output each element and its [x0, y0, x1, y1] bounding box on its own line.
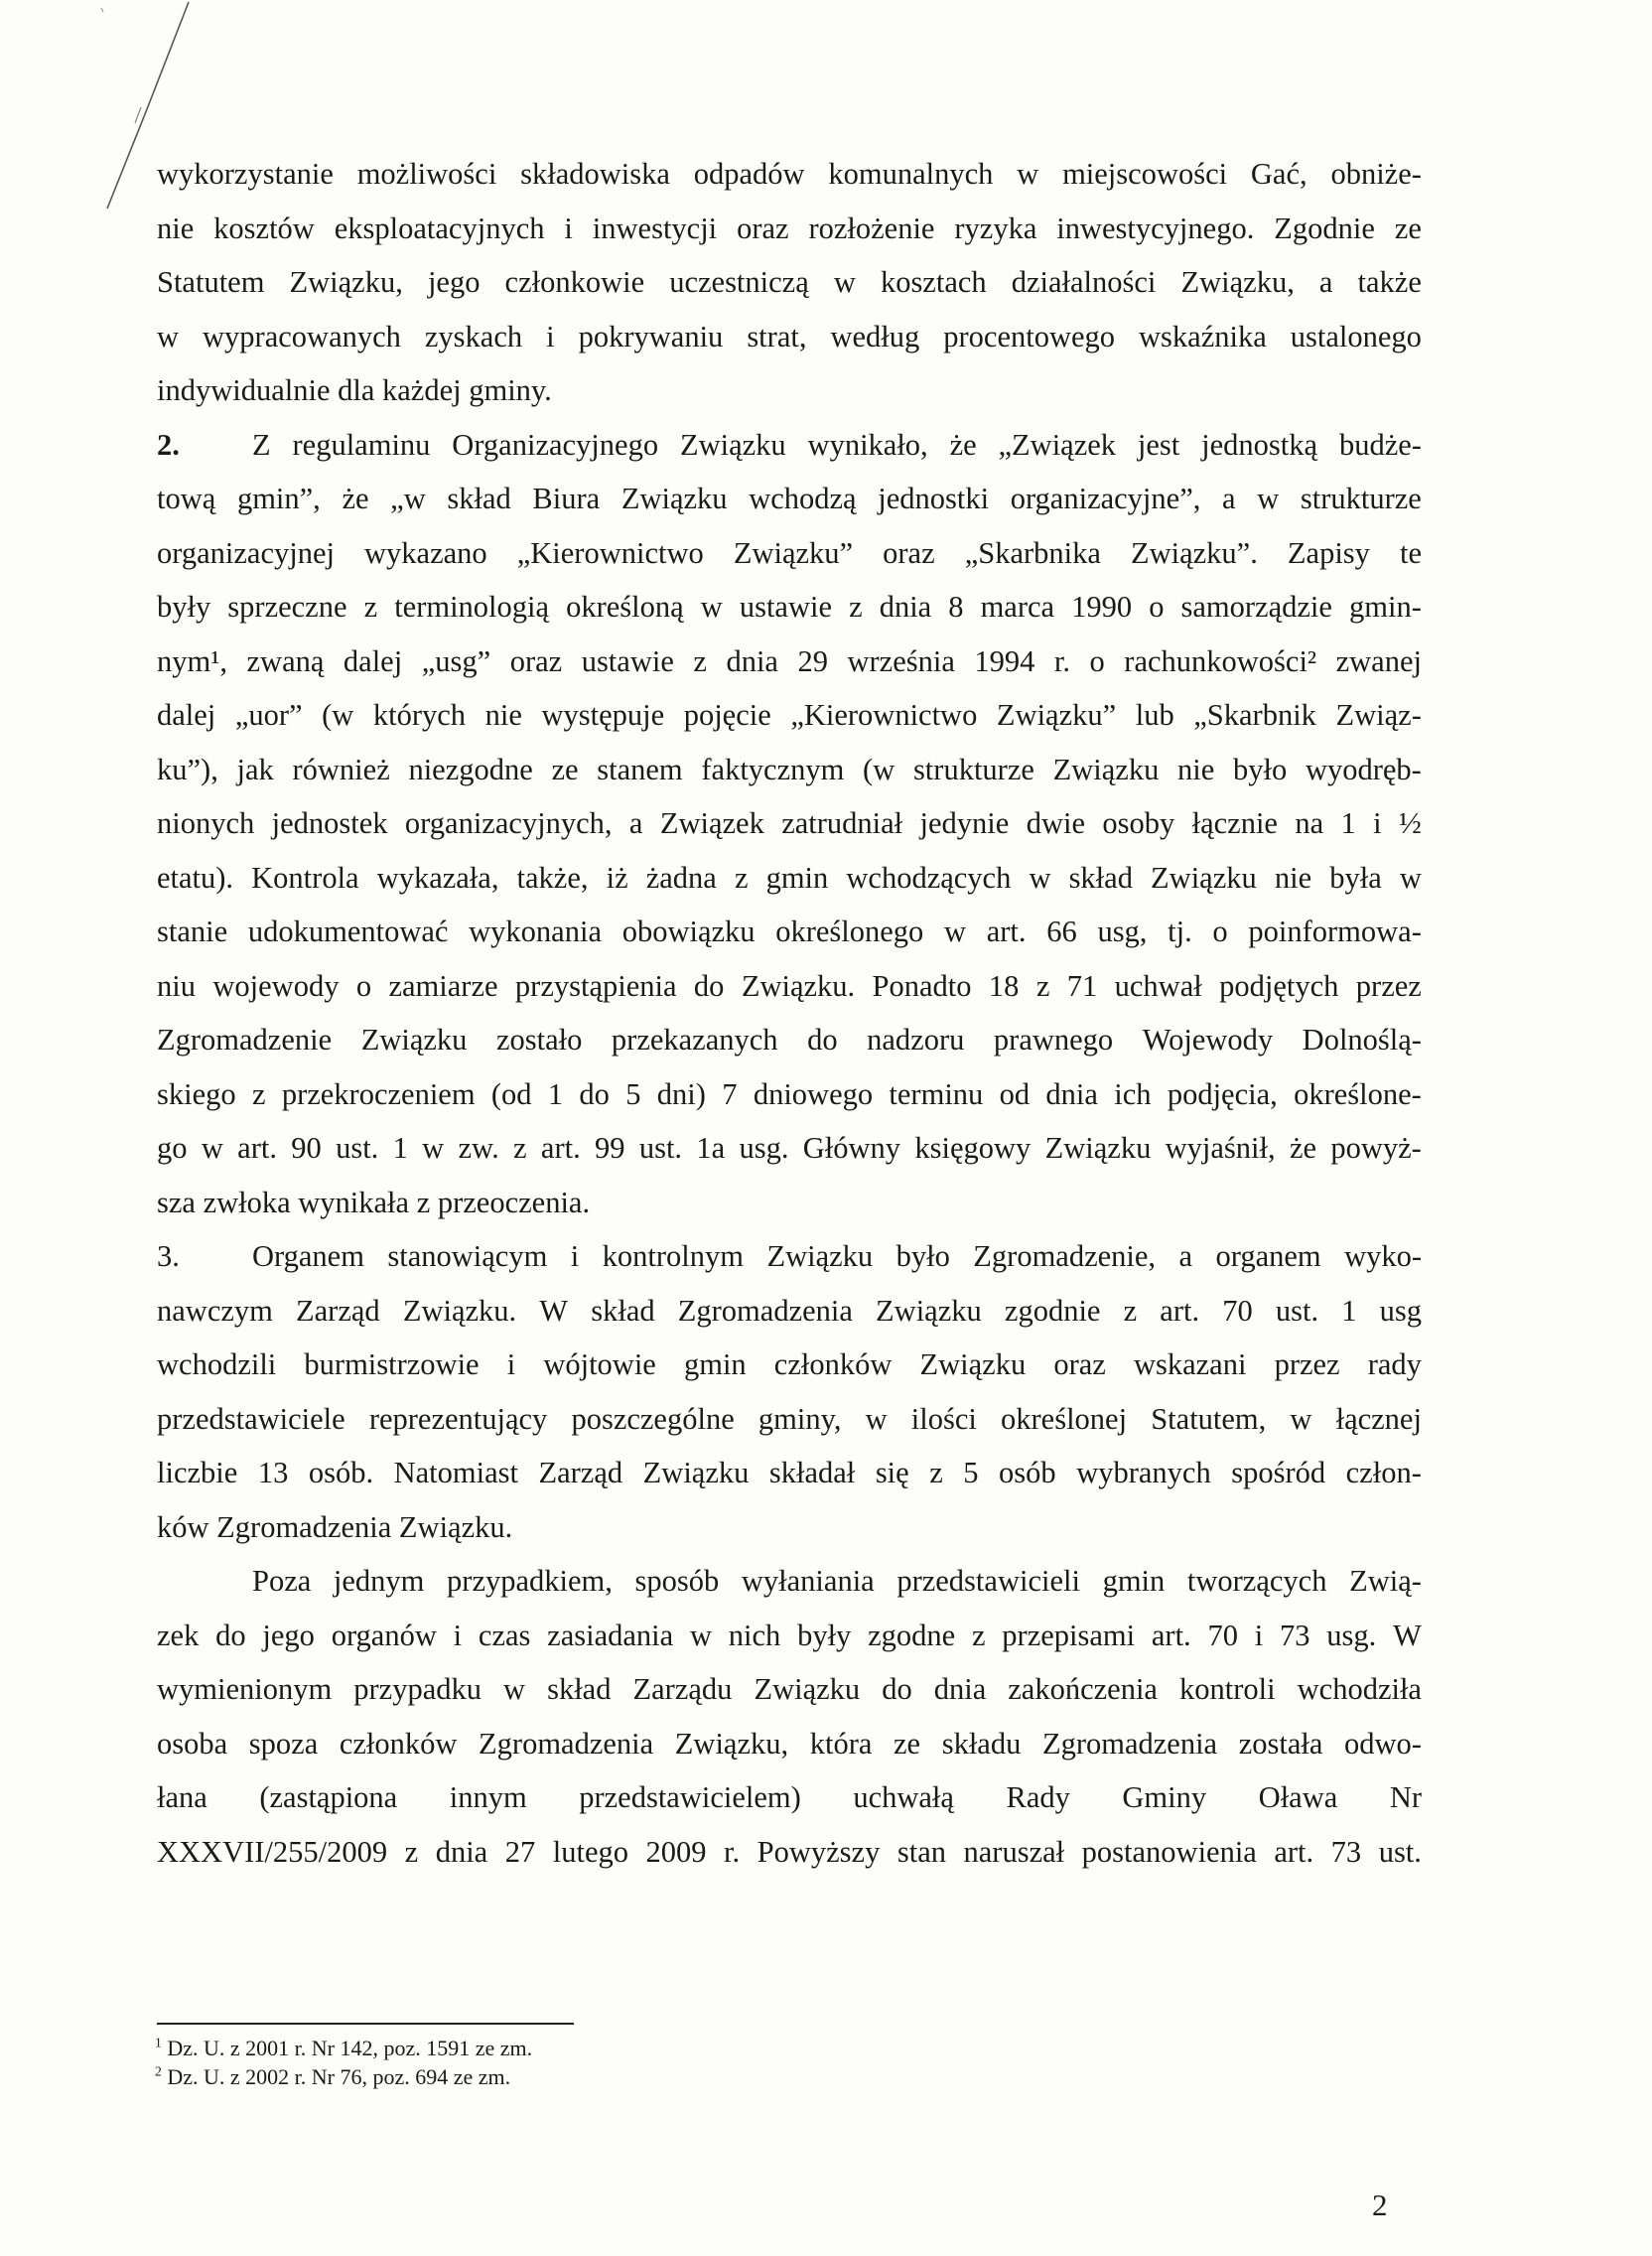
text-line: etatu). Kontrola wykazała, także, iż żadna z gmin wchodzących w skład Związku nie była w [157, 860, 1422, 895]
paragraph-continuation [157, 147, 1422, 418]
text-line: stanie udokumentować wykonania obowiązku określonego w art. 66 usg, tj. o poinformowa- [157, 915, 1422, 948]
text-line: sza zwłoka wynikała z przeoczenia. [157, 1185, 591, 1219]
section-number: 3. [157, 1239, 180, 1273]
footnotes [155, 2034, 1048, 2091]
text-line: 3. Organem stanowiącym i kontrolnym Związku było Zgromadzenie, a organem wyko- [157, 1229, 1422, 1284]
page-number: 2 [1372, 2187, 1388, 2222]
text-line: XXXVII/255/2009 z dnia 27 lutego 2009 r. Powyższy stan naruszał postanowienia art. 73 ust. [157, 1834, 1422, 1869]
text-line: niu wojewody o zamiarze przystąpienia do Związku. Ponadto 18 z 71 uchwał podjętych przez [157, 968, 1422, 1003]
text-line: skiego z przekroczeniem (od 1 do 5 dni) 7 dniowego terminu od dnia ich podjęcia, określone- [157, 1076, 1422, 1111]
body-text [157, 147, 1422, 1879]
footnote-mark: 1 [155, 2035, 162, 2050]
paragraph-section-3-continuation [157, 1554, 1422, 1879]
text-line: liczbie 13 osób. Natomiast Zarząd Związku składał się z 5 osób wybranych spośród człon- [157, 1456, 1422, 1489]
text-line: były sprzeczne z terminologią określoną w ustawie z dnia 8 marca 1990 o samorządzie gmin- [157, 590, 1422, 624]
text-line: nionych jednostek organizacyjnych, a Związek zatrudniał jedynie dwie osoby łącznie na 1 i ½ [157, 806, 1422, 840]
section-number: 2. [157, 427, 180, 462]
text-line: Zgromadzenie Związku zostało przekazanych do nadzoru prawnego Wojewody Dolnoślą- [157, 1023, 1422, 1057]
text-line: nawczym Zarząd Związku. W skład Zgromadzenia Związku zgodnie z art. 70 ust. 1 usg [157, 1293, 1422, 1328]
text-line: osoba spoza członków Zgromadzenia Związku, która ze składu Zgromadzenia została odwo- [157, 1726, 1422, 1761]
text-line: indywidualnie dla każdej gminy. [157, 373, 552, 407]
text-line: nym¹, zwaną dalej „usg” oraz ustawie z dnia 29 września 1994 r. o rachunkowości² zwanej [157, 643, 1422, 678]
text-line: zek do jego organów i czas zasiadania w nich były zgodne z przepisami art. 70 i 73 usg. W [157, 1618, 1422, 1652]
text-line: dalej „uor” (w których nie występuje pojęcie „Kierownictwo Związku” lub „Skarbnik Związ- [157, 698, 1422, 732]
footnote-mark: 2 [155, 2063, 162, 2079]
text-line: Statutem Związku, jego członkowie uczestniczą w kosztach działalności Związku, a także [157, 265, 1422, 299]
text-line: ków Zgromadzenia Związku. [157, 1509, 513, 1544]
text-line: łana (zastąpiona innym przedstawicielem) uchwałą Rady Gminy Oława Nr [157, 1780, 1422, 1814]
footnote-separator [157, 2023, 574, 2025]
text-line: 2. Z regulaminu Organizacyjnego Związku wynikało, że „Związek jest jednostką budże- [157, 418, 1422, 473]
footnote-item [155, 2062, 1048, 2091]
text-line: Poza jednym przypadkiem, sposób wyłaniania przedstawicieli gmin tworzących Zwią- [252, 1564, 1422, 1598]
footnote-text: Dz. U. z 2001 r. Nr 142, poz. 1591 ze zm. [167, 2036, 533, 2060]
text-line: tową gmin”, że „w skład Biura Związku wchodzą jednostki organizacyjne”, a w strukturze [157, 482, 1422, 515]
text-line: przedstawiciele reprezentujący poszczególne gminy, w ilości określonej Statutem, w łącznej [157, 1401, 1422, 1436]
text-line: go w art. 90 ust. 1 w zw. z art. 99 ust. 1a usg. Główny księgowy Związku wyjaśnił, że powyż- [157, 1131, 1422, 1165]
text-line: nie kosztów eksploatacyjnych i inwestycji oraz rozłożenie ryzyka inwestycyjnego. Zgodnie ze [157, 211, 1422, 245]
text-line: wykorzystanie możliwości składowiska odpadów komunalnych w miejscowości Gać, obniże- [157, 157, 1422, 191]
text-line: wymienionym przypadku w skład Zarządu Związku do dnia zakończenia kontroli wchodziła [157, 1672, 1422, 1706]
paragraph-section-3 [157, 1229, 1422, 1554]
footnote-item [155, 2034, 1048, 2062]
footnote-text: Dz. U. z 2002 r. Nr 76, poz. 694 ze zm. [167, 2064, 511, 2089]
paragraph-section-2 [157, 418, 1422, 1230]
text-line: ku”), jak również niezgodne ze stanem faktycznym (w strukturze Związku nie było wyodręb- [157, 752, 1422, 786]
text-line: wchodzili burmistrzowie i wójtowie gmin członków Związku oraz wskazani przez rady [157, 1347, 1422, 1381]
text-line: organizacyjnej wykazano „Kierownictwo Związku” oraz „Skarbnika Związku”. Zapisy te [157, 535, 1422, 570]
text-line: w wypracowanych zyskach i pokrywaniu strat, według procentowego wskaźnika ustalonego [157, 319, 1422, 353]
